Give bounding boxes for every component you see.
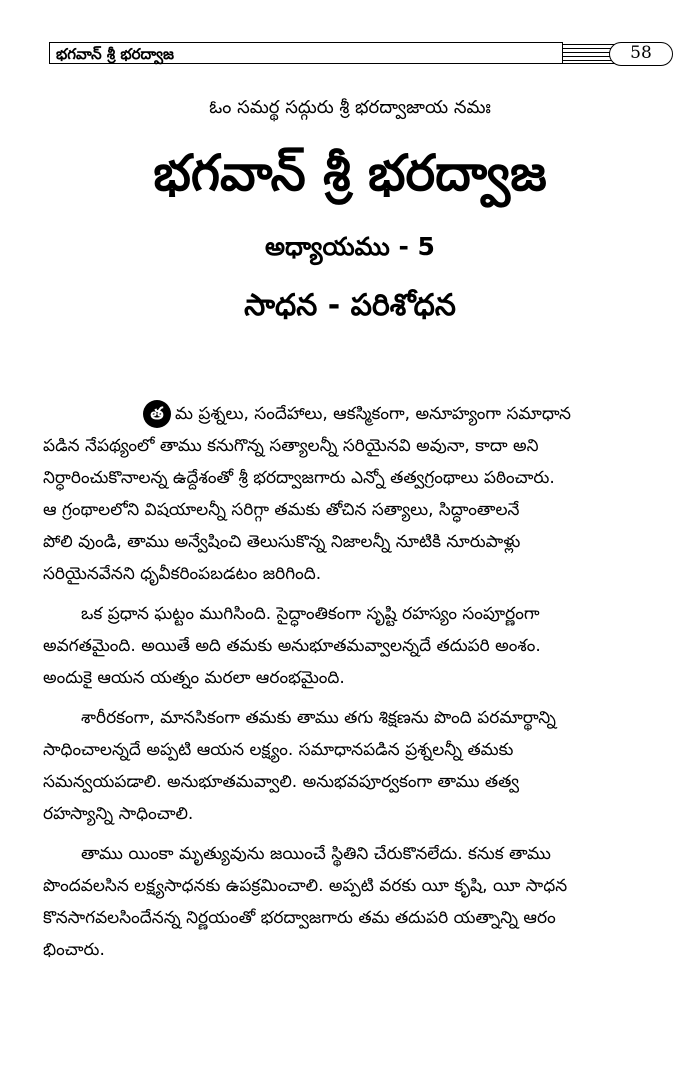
text-line: పోలి వుండి, తాము అన్వేషించి తెలుసుకొన్న నిజాలన్నీ నూటికి నూరుపాళ్లు	[43, 532, 521, 552]
text-line: నిర్ధారించుకొనాలన్న ఉద్దేశంతో శ్రీ భరద్వాజగారు ఎన్నో తత్వగ్రంథాలు పఠించారు.	[43, 468, 555, 488]
text-line: తాము యింకా మృత్యువును జయించే స్థితిని చేరుకొనలేదు. కనుక తాము	[81, 844, 551, 864]
paragraph-2	[43, 598, 661, 694]
paragraph-3	[43, 702, 661, 830]
text-line: రహస్యాన్ని సాధించాలి.	[43, 804, 194, 824]
drop-cap: త	[143, 400, 171, 428]
header-box	[49, 42, 563, 64]
body-text	[43, 398, 661, 974]
running-header	[49, 42, 659, 66]
paragraph-4	[43, 838, 661, 966]
text-line: భించారు.	[43, 940, 105, 960]
invocation-line: ఓం సమర్థ సద్గురు శ్రీ భరద్వాజాయ నమః	[209, 97, 491, 118]
text-line: పడిన నేపథ్యంలో తాము కనుగొన్న సత్యాలన్నీ సరియైనవి అవునా, కాదా అని	[43, 436, 539, 456]
running-title: భగవాన్ శ్రీ భరద్వాజ	[56, 45, 174, 63]
text-line: ఒక ప్రధాన ఘట్టం ముగిసింది. సైద్ధాంతికంగా సృష్టి రహస్యం సంపూర్ణంగా	[81, 604, 540, 624]
text-line: శారీరకంగా, మానసికంగా తమకు తాము తగు శిక్షణను పొంది పరమార్థాన్ని	[81, 708, 556, 728]
chapter-heading: అధ్యాయము - 5	[265, 232, 435, 261]
text-line: సాధించాలన్నదే అప్పటి ఆయన లక్ష్యం. సమాధానపడిన ప్రశ్నలన్నీ తమకు	[43, 740, 514, 760]
paragraph-1	[43, 398, 661, 590]
page-title: భగవాన్ శ్రీ భరద్వాజ	[153, 144, 547, 202]
text-line-content: మ ప్రశ్నలు, సందేహాలు, ఆకస్మికంగా, అనూహ్యంగా సమాధాన	[175, 404, 571, 424]
text-line: సరియైనవేనని ధృవీకరింపబడటం జరిగింది.	[43, 564, 322, 584]
text-line: ఆ గ్రంథాలలోని విషయాలన్నీ సరిగ్గా తమకు తోచిన సత్యాలు, సిద్ధాంతాలనే	[43, 500, 520, 520]
page-number: 58	[609, 42, 673, 66]
text-line: పొందవలసిన లక్ష్యసాధనకు ఉపక్రమించాలి. అప్పటి వరకు యీ కృషి, యీ సాధన	[43, 876, 568, 896]
text-line	[43, 398, 661, 430]
text-line: అందుకై ఆయన యత్నం మరలా ఆరంభమైంది.	[43, 668, 345, 688]
text-line: అవగతమైంది. అయితే అది తమకు అనుభూతమవ్వాలన్నదే తదుపరి అంశం.	[43, 636, 541, 656]
text-line: కొనసాగవలసిందేనన్న నిర్ణయంతో భరద్వాజగారు తమ తదుపరి యత్నాన్ని ఆరం	[43, 908, 556, 928]
text-line: సమన్వయపడాలి. అనుభూతమవ్వాలి. అనుభవపూర్వకంగా తాము తత్వ	[43, 772, 520, 792]
chapter-subtitle: సాధన - పరిశోధన	[244, 288, 456, 323]
